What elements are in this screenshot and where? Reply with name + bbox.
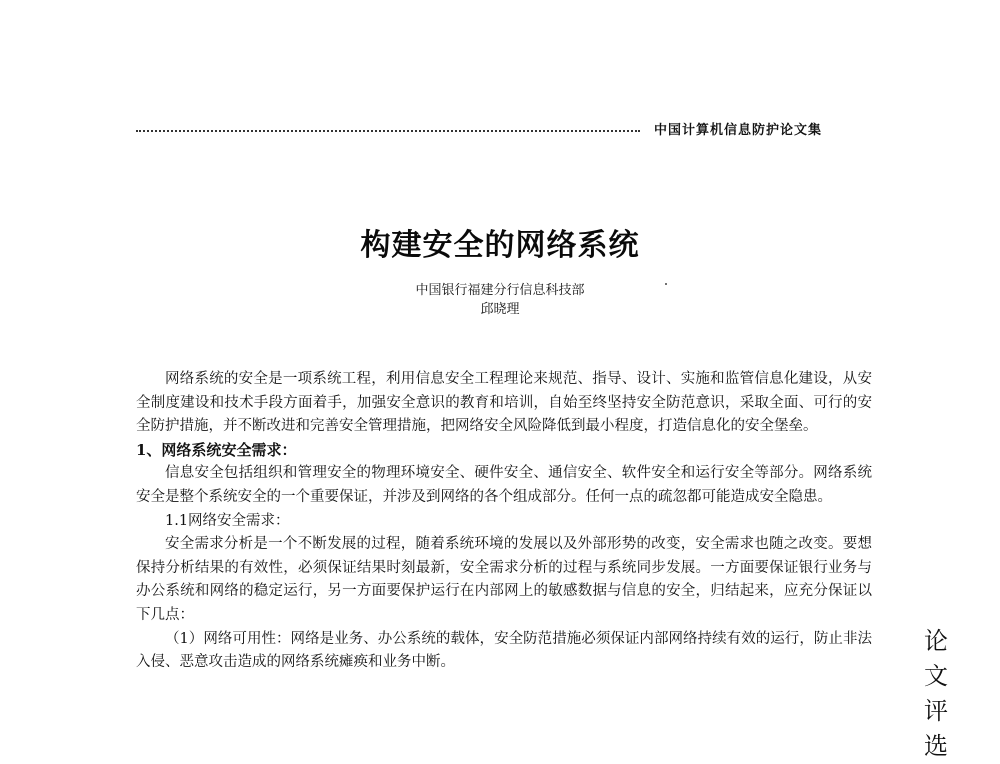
journal-title: 中国计算机信息防护论文集 xyxy=(654,123,823,138)
scan-speck xyxy=(665,283,667,285)
side-section-label xyxy=(919,624,953,764)
side-label-char: 论 xyxy=(924,627,948,655)
header-dotted-rule xyxy=(136,130,640,132)
side-label-char: 评 xyxy=(924,697,948,725)
author-affiliation: 中国银行福建分行信息科技部 xyxy=(415,283,585,298)
side-label-char: 文 xyxy=(924,662,948,690)
paper-title: 构建安全的网络系统 xyxy=(360,228,640,263)
side-label-char: 选 xyxy=(924,732,948,760)
subsection-heading: 1.1网络安全需求： xyxy=(165,512,290,529)
author-name: 邱晓理 xyxy=(480,302,520,317)
paper-body xyxy=(136,368,872,675)
section-heading: 1、网络系统安全需求： xyxy=(136,440,297,459)
subsection-paragraph: 安全需求分析是一个不断发展的过程，随着系统环境的发展以及外部形势的改变，安全需求也随之改变。要想保持分析结果的有效性，必须保证结果时刻最新，安全需求分析的过程与系统同步发展。一方面要保证银行业务与办公系统和网络的稳定运行，另一方面要保护运行在内部网上的敏感数据与信息的安全，归结起来，应充分保证以下几点： xyxy=(136,536,872,623)
list-item: （1）网络可用性：网络是业务、办公系统的载体，安全防范措施必须保证内部网络持续有效的运行，防止非法入侵、恶意攻击造成的网络系统瘫痪和业务中断。 xyxy=(136,630,872,671)
intro-paragraph: 网络系统的安全是一项系统工程，利用信息安全工程理论来规范、指导、设计、实施和监管信息化建设，从安全制度建设和技术手段方面着手，加强安全意识的教育和培训，自始至终坚持安全防范意识，采取全面、可行的安全防护措施，并不断改进和完善安全管理措施，把网络安全风险降低到最小程度，打造信息化的安全堡垒。 xyxy=(136,371,872,435)
section-paragraph: 信息安全包括组织和管理安全的物理环境安全、硬件安全、通信安全、软件安全和运行安全等部分。网络系统安全是整个系统安全的一个重要保证，并涉及到网络的各个组成部分。任何一点的疏忽都可能造成安全隐患。 xyxy=(136,465,872,505)
